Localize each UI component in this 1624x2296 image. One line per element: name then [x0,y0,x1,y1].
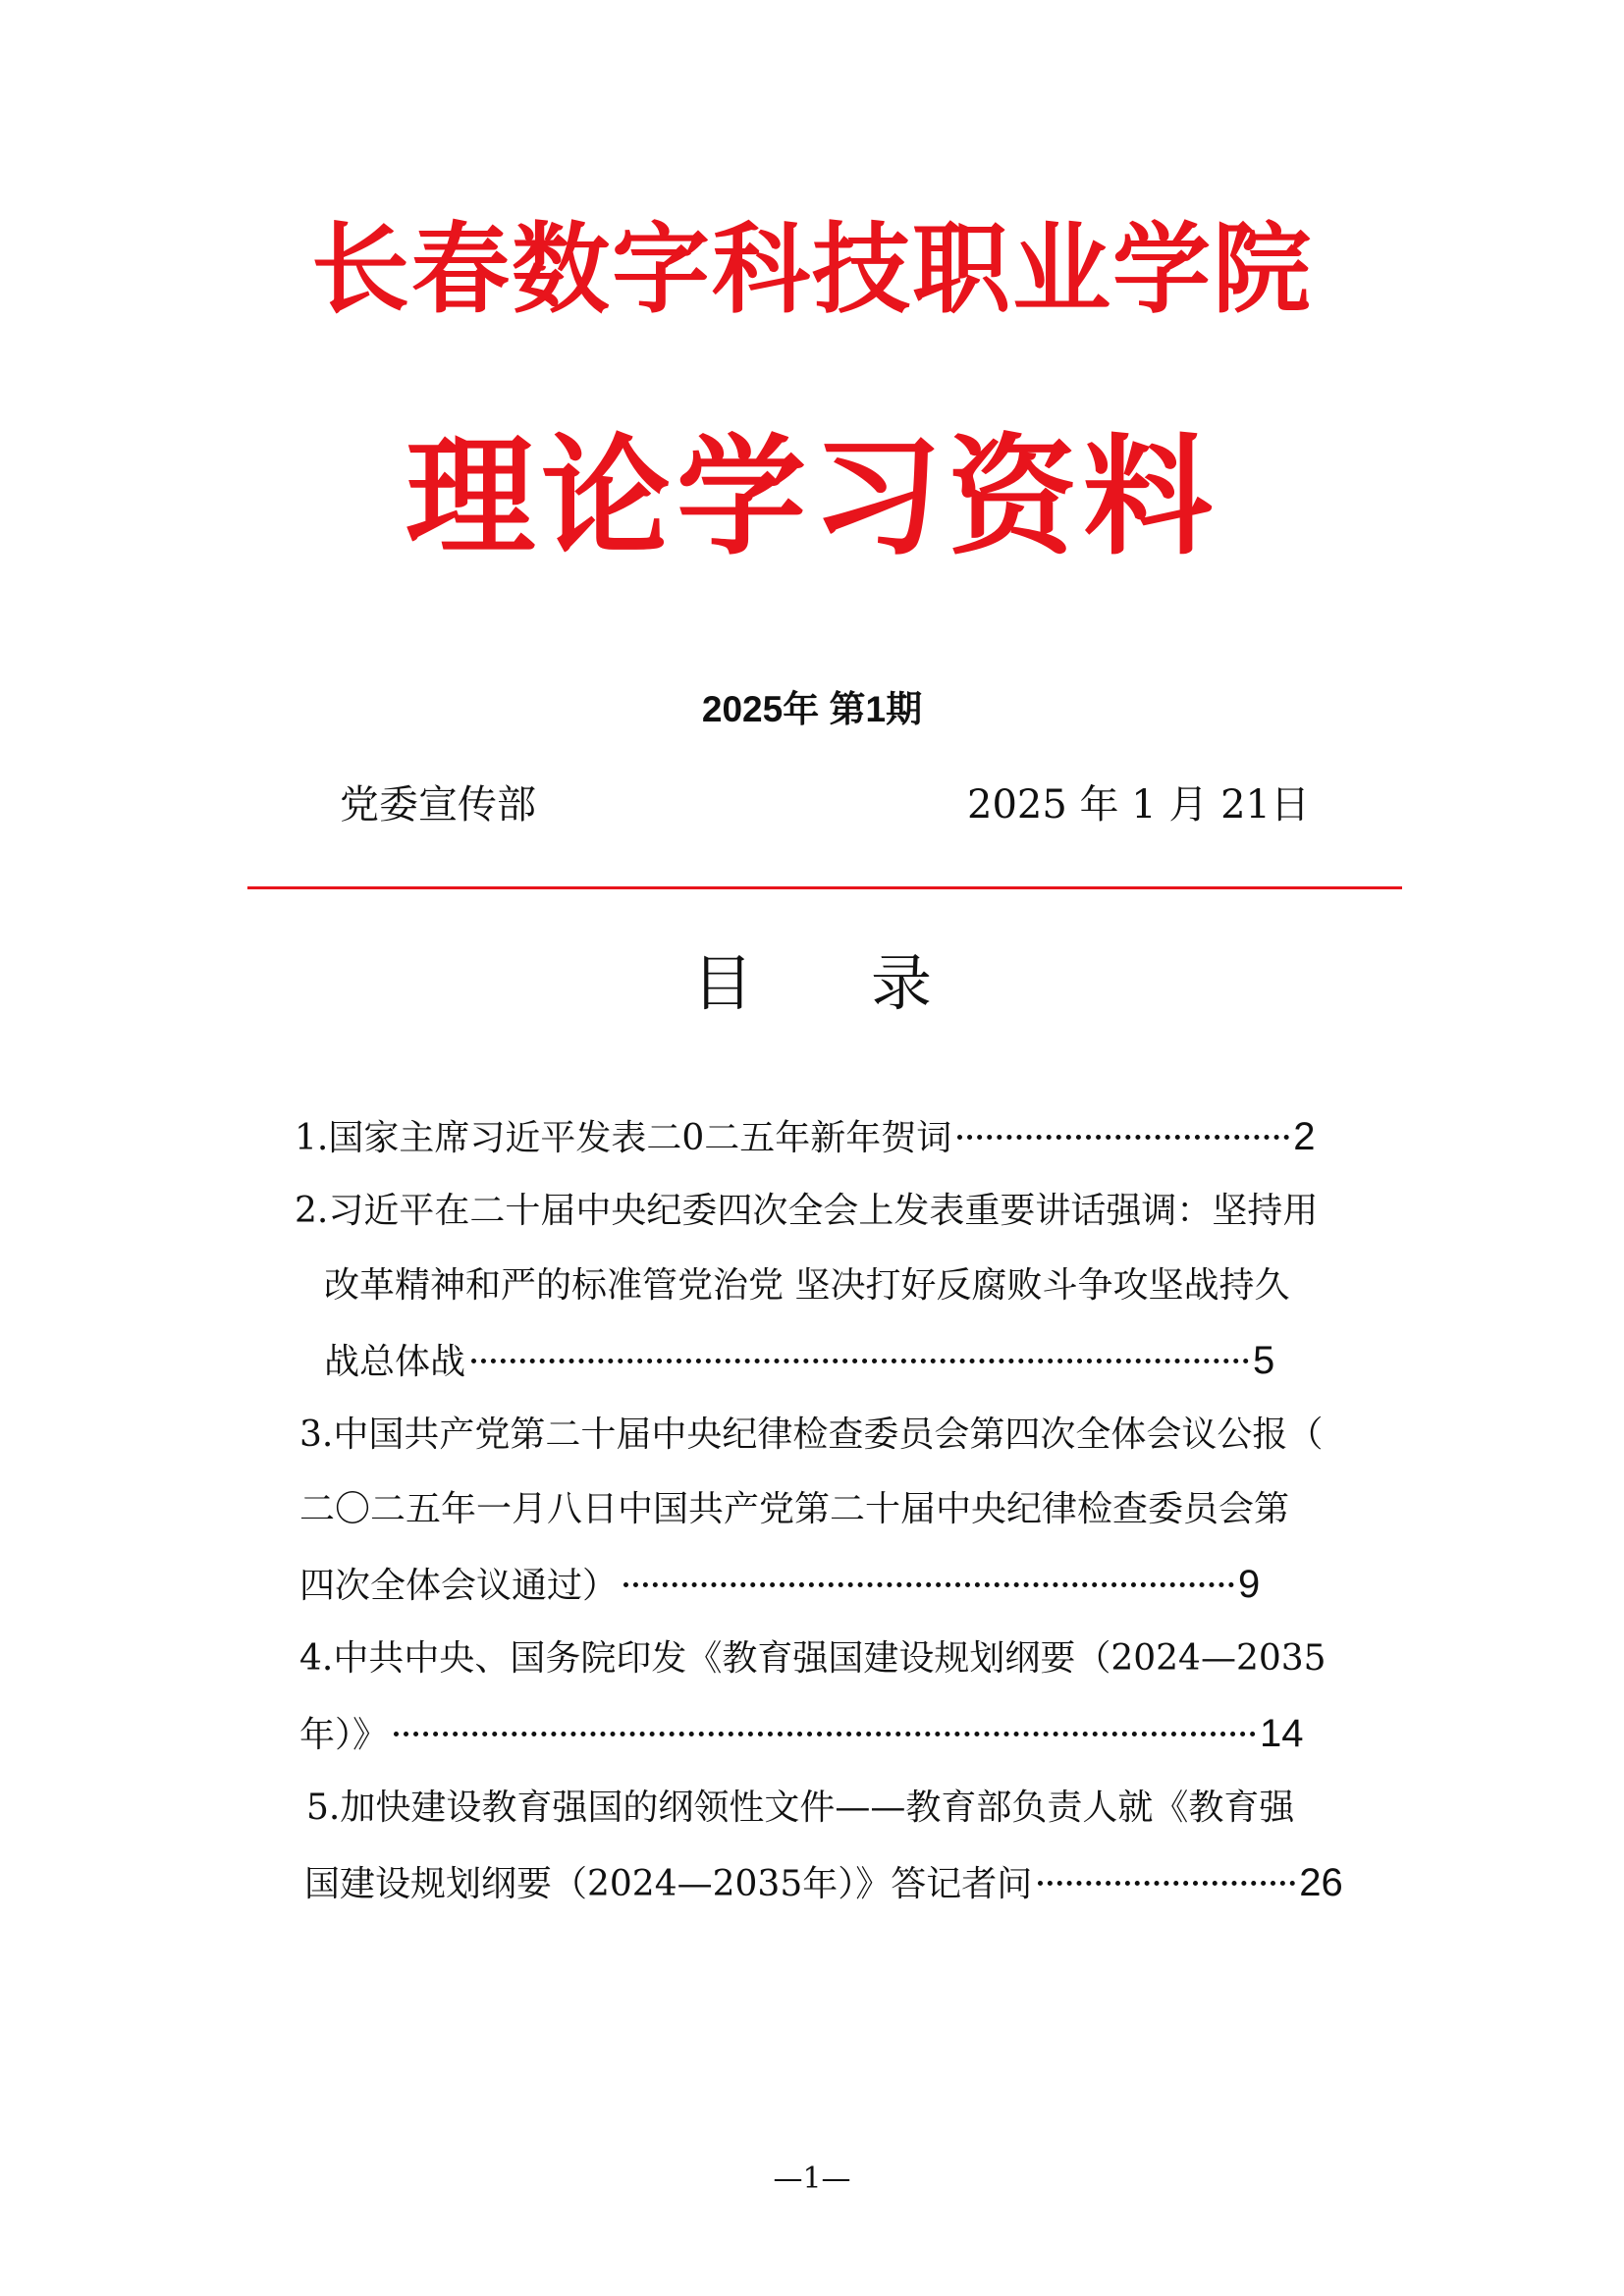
toc-entry-1[interactable] [295,1107,1316,1168]
toc-entry-text: 1.国家主席习近平发表二0二五年新年贺词 [295,1118,952,1158]
red-divider [247,886,1402,889]
toc-entry-text: 5.加快建设教育强国的纲领性文件——教育部负责人就《教育强 [306,1788,1295,1828]
toc-entry-4-line-1[interactable] [299,1629,1326,1688]
leader-dots [623,1582,1234,1587]
leader-dots [471,1359,1249,1363]
toc-title [0,939,1624,1028]
toc-page-number: 14 [1260,1712,1304,1755]
toc-entry-5-line-2[interactable] [304,1853,1343,1914]
toc-entry-text: 年）》 [299,1715,389,1755]
toc-title-char-2: 录 [871,947,933,1019]
leader-dots [957,1135,1289,1140]
toc-entry-text: 3.中国共产党第二十届中央纪律检查委员会第四次全体会议公报（ [299,1415,1324,1455]
toc-entry-text: 改革精神和严的标准管党治党 坚决打好反腐败斗争攻坚战持久 [324,1265,1290,1306]
toc-entry-3-line-2[interactable] [299,1480,1289,1539]
toc-entry-text: 2.习近平在二十届中央纪委四次全会上发表重要讲话强调：坚持用 [295,1191,1319,1231]
toc-entry-3-line-1[interactable] [299,1406,1323,1465]
toc-entry-text: 4.中共中央、国务院印发《教育强国建设规划纲要（2024—2035 [299,1638,1326,1679]
toc-page-number: 9 [1238,1563,1261,1606]
toc-entry-2-line-1[interactable] [295,1182,1318,1241]
publish-date: 2025 年 1 月 21日 [967,782,1311,828]
toc-entry-3-line-3[interactable] [299,1555,1260,1616]
toc-page-number: 5 [1253,1339,1275,1382]
leader-dots [1038,1881,1295,1886]
toc-entry-2-line-2[interactable] [324,1256,1289,1315]
publication-title: 理论学习资料 [406,422,1218,573]
leader-dots [394,1732,1256,1736]
toc-entry-4-line-2[interactable] [299,1704,1304,1765]
toc-entry-5-line-1[interactable] [306,1779,1294,1838]
toc-entry-text: 国建设规划纲要（2024—2035年）》答记者问 [304,1864,1033,1904]
toc-page-number: 26 [1299,1861,1343,1904]
issue-number: 2025年 第1期 [701,689,923,729]
toc-page-number: 2 [1293,1115,1316,1158]
toc-entry-text: 四次全体会议通过） [299,1566,619,1606]
page-footer-number: —1— [773,2162,851,2196]
school-name: 长春数字科技职业学院 [311,212,1313,327]
toc-entry-2-line-3[interactable] [324,1331,1274,1392]
toc-title-char-1: 目 [691,947,753,1019]
toc-entry-text: 战总体战 [324,1342,466,1382]
toc-entry-text: 二〇二五年一月八日中国共产党第二十届中央纪律检查委员会第 [299,1489,1290,1529]
department: 党委宣传部 [340,782,536,828]
